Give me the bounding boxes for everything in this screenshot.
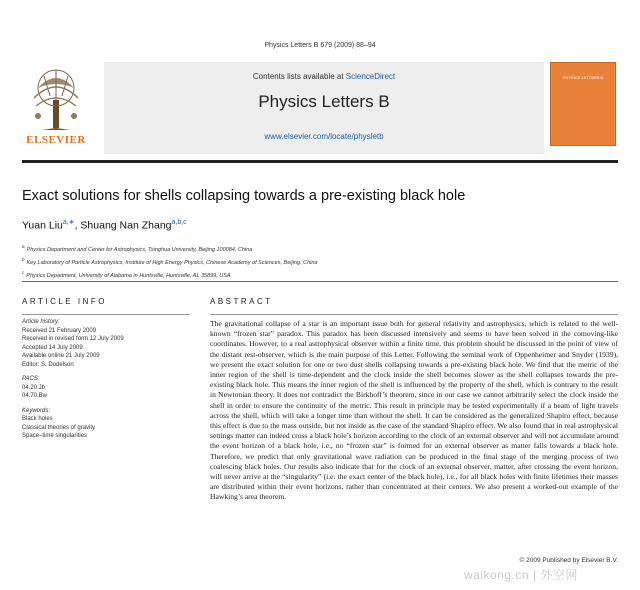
journal-citation: Physics Letters B 679 (2009) 88–94 xyxy=(264,42,376,49)
journal-cover-image[interactable] xyxy=(550,62,616,146)
article-info-heading: ARTICLE INFO xyxy=(22,297,107,306)
affiliation-mark: b xyxy=(22,256,25,262)
keywords-block xyxy=(22,407,190,441)
affiliation-item xyxy=(22,255,317,268)
author-affiliation-marks[interactable]: a,∗ xyxy=(62,219,75,226)
history-item: Received in revised form 12 July 2009 xyxy=(22,336,124,342)
history-item: Available online 21 July 2009 xyxy=(22,353,100,359)
copyright-notice: © 2009 Published by Elsevier B.V. xyxy=(519,557,618,564)
author-list: Yuan Liu$^{a,∗}$, Shuang Nan Zhang$^{a,b,c}$ xyxy=(22,219,187,232)
affiliation-item xyxy=(22,268,317,281)
journal-title: Physics Letters B xyxy=(258,92,390,111)
affiliation-item xyxy=(22,242,317,255)
journal-header xyxy=(22,62,618,154)
article-history xyxy=(22,318,190,369)
elsevier-logo[interactable] xyxy=(22,64,90,150)
watermark: waikong.cn | 外空网 xyxy=(464,568,578,582)
journal-url-link[interactable]: www.elsevier.com/locate/physletb xyxy=(264,132,384,141)
affiliation-list xyxy=(22,242,317,280)
affiliation-text: Physics Department, University of Alabama in Huntsville, Huntsville, AL 35899, USA xyxy=(26,272,231,279)
history-item: Accepted 14 July 2009 xyxy=(22,344,83,351)
affiliation-mark: c xyxy=(22,269,25,275)
pacs-block xyxy=(22,375,190,401)
keyword: Black holes xyxy=(22,416,53,422)
affiliation-text: Physics Department and Center for Astrophysics, Tsinghua University, Beijing 100084, China xyxy=(26,246,253,253)
keyword: Classical theories of gravity xyxy=(22,424,96,431)
author-name[interactable]: Shuang Nan Zhang xyxy=(80,219,172,232)
article-info-rule xyxy=(22,314,190,315)
keyword: Space–time singularities xyxy=(22,433,88,439)
contents-prefix: Contents lists available at xyxy=(252,72,346,81)
abstract-text: The gravitational collapse of a star is an important issue both for general relativity and astrophysics, which is related to the well-known “frozen star” paradox. This paradox has been discussed intensively and seems to have been solved in the comoving-like coordinates. However, to a real astrophysical observer within a finite time, this problem should be discussed in the point of view of the distant rest-observer, which is the main purpose of this Letter. Following the seminal work of Oppenheimer and Snyder (1939), we present the exact solution for one or two dust shells collapsing towards a pre-existing black hole. We find that the metric of the inner region of the shell is time-dependent and the clock inside the shell becomes slower as the shell collapses towards the pre-existing black hole. This means the inner region of the shell is influenced by the property of the shell, which is contrary to the result in Newtonian theory. It does not contradict the Birkhoff’s theorem, since in our case we cannot arbitrarily select the clock inside the shell in order to ensure the continuity of the metric. This result in principle may be tested experimentally if a beam of light travels across the shell, which will take a longer time than without the shell. It can be considered as the generalized Shapiro effect, because this effect is due to the mass outside, but not inside as the case of the standard Shapiro effect. We also found that in real astrophysical settings matter can indeed cross a black hole’s horizon according to the clock of an external observer and will not accumulate around the event horizon of a black hole, i.e., no “frozen star” is formed for an external observer as matter falls towards a black hole. Therefore, we predict that only gravitational wave radiation can be produced in the final stage of the merging process of two coalescing black holes. Our results also indicate that for the clock of an external observer, matter, after crossing the event horizon, will never arrive at the “singularity” (i.e. the exact center of the black hole), i.e., for all black holes with finite lifetimes their masses are distributed within their event horizons, rather than concentrated at their centers. We also present a worked-out example of the Hawking’s area theorem. xyxy=(210,319,618,502)
history-item: Editor: S. Dodelson xyxy=(22,361,74,368)
cover-title: PHYSICS LETTERS B xyxy=(562,75,604,80)
section-divider xyxy=(22,281,618,282)
affiliation-text: Key Laboratory of Particle Astrophysics, Institute of High Energy Physics, Chinese Academy of Sciences, Beijing, China xyxy=(26,259,318,266)
author-name[interactable]: Yuan Liu xyxy=(22,219,63,232)
elsevier-tree-icon xyxy=(24,66,88,132)
elsevier-wordmark: ELSEVIER xyxy=(26,134,86,146)
author-affiliation-marks[interactable]: a,b,c xyxy=(171,219,187,226)
pacs-code: 04.20.Jb xyxy=(22,384,46,391)
journal-banner xyxy=(104,62,544,154)
pacs-label: PACS: xyxy=(22,376,40,382)
contents-line xyxy=(104,72,544,81)
abstract-rule xyxy=(210,314,618,315)
affiliation-mark: a xyxy=(22,244,25,249)
abstract-heading: ABSTRACT xyxy=(210,297,273,306)
sciencedirect-link[interactable]: ScienceDirect xyxy=(345,72,396,81)
paper-title: Exact solutions for shells collapsing towards a pre-existing black hole xyxy=(22,188,466,204)
article-info-panel xyxy=(22,318,190,447)
header-divider xyxy=(22,160,618,163)
keywords-label: Keywords: xyxy=(22,407,51,414)
history-item: Received 21 February 2009 xyxy=(22,327,97,334)
history-label: Article history: xyxy=(22,319,60,325)
pacs-code: 04.70.Bw xyxy=(22,393,48,399)
